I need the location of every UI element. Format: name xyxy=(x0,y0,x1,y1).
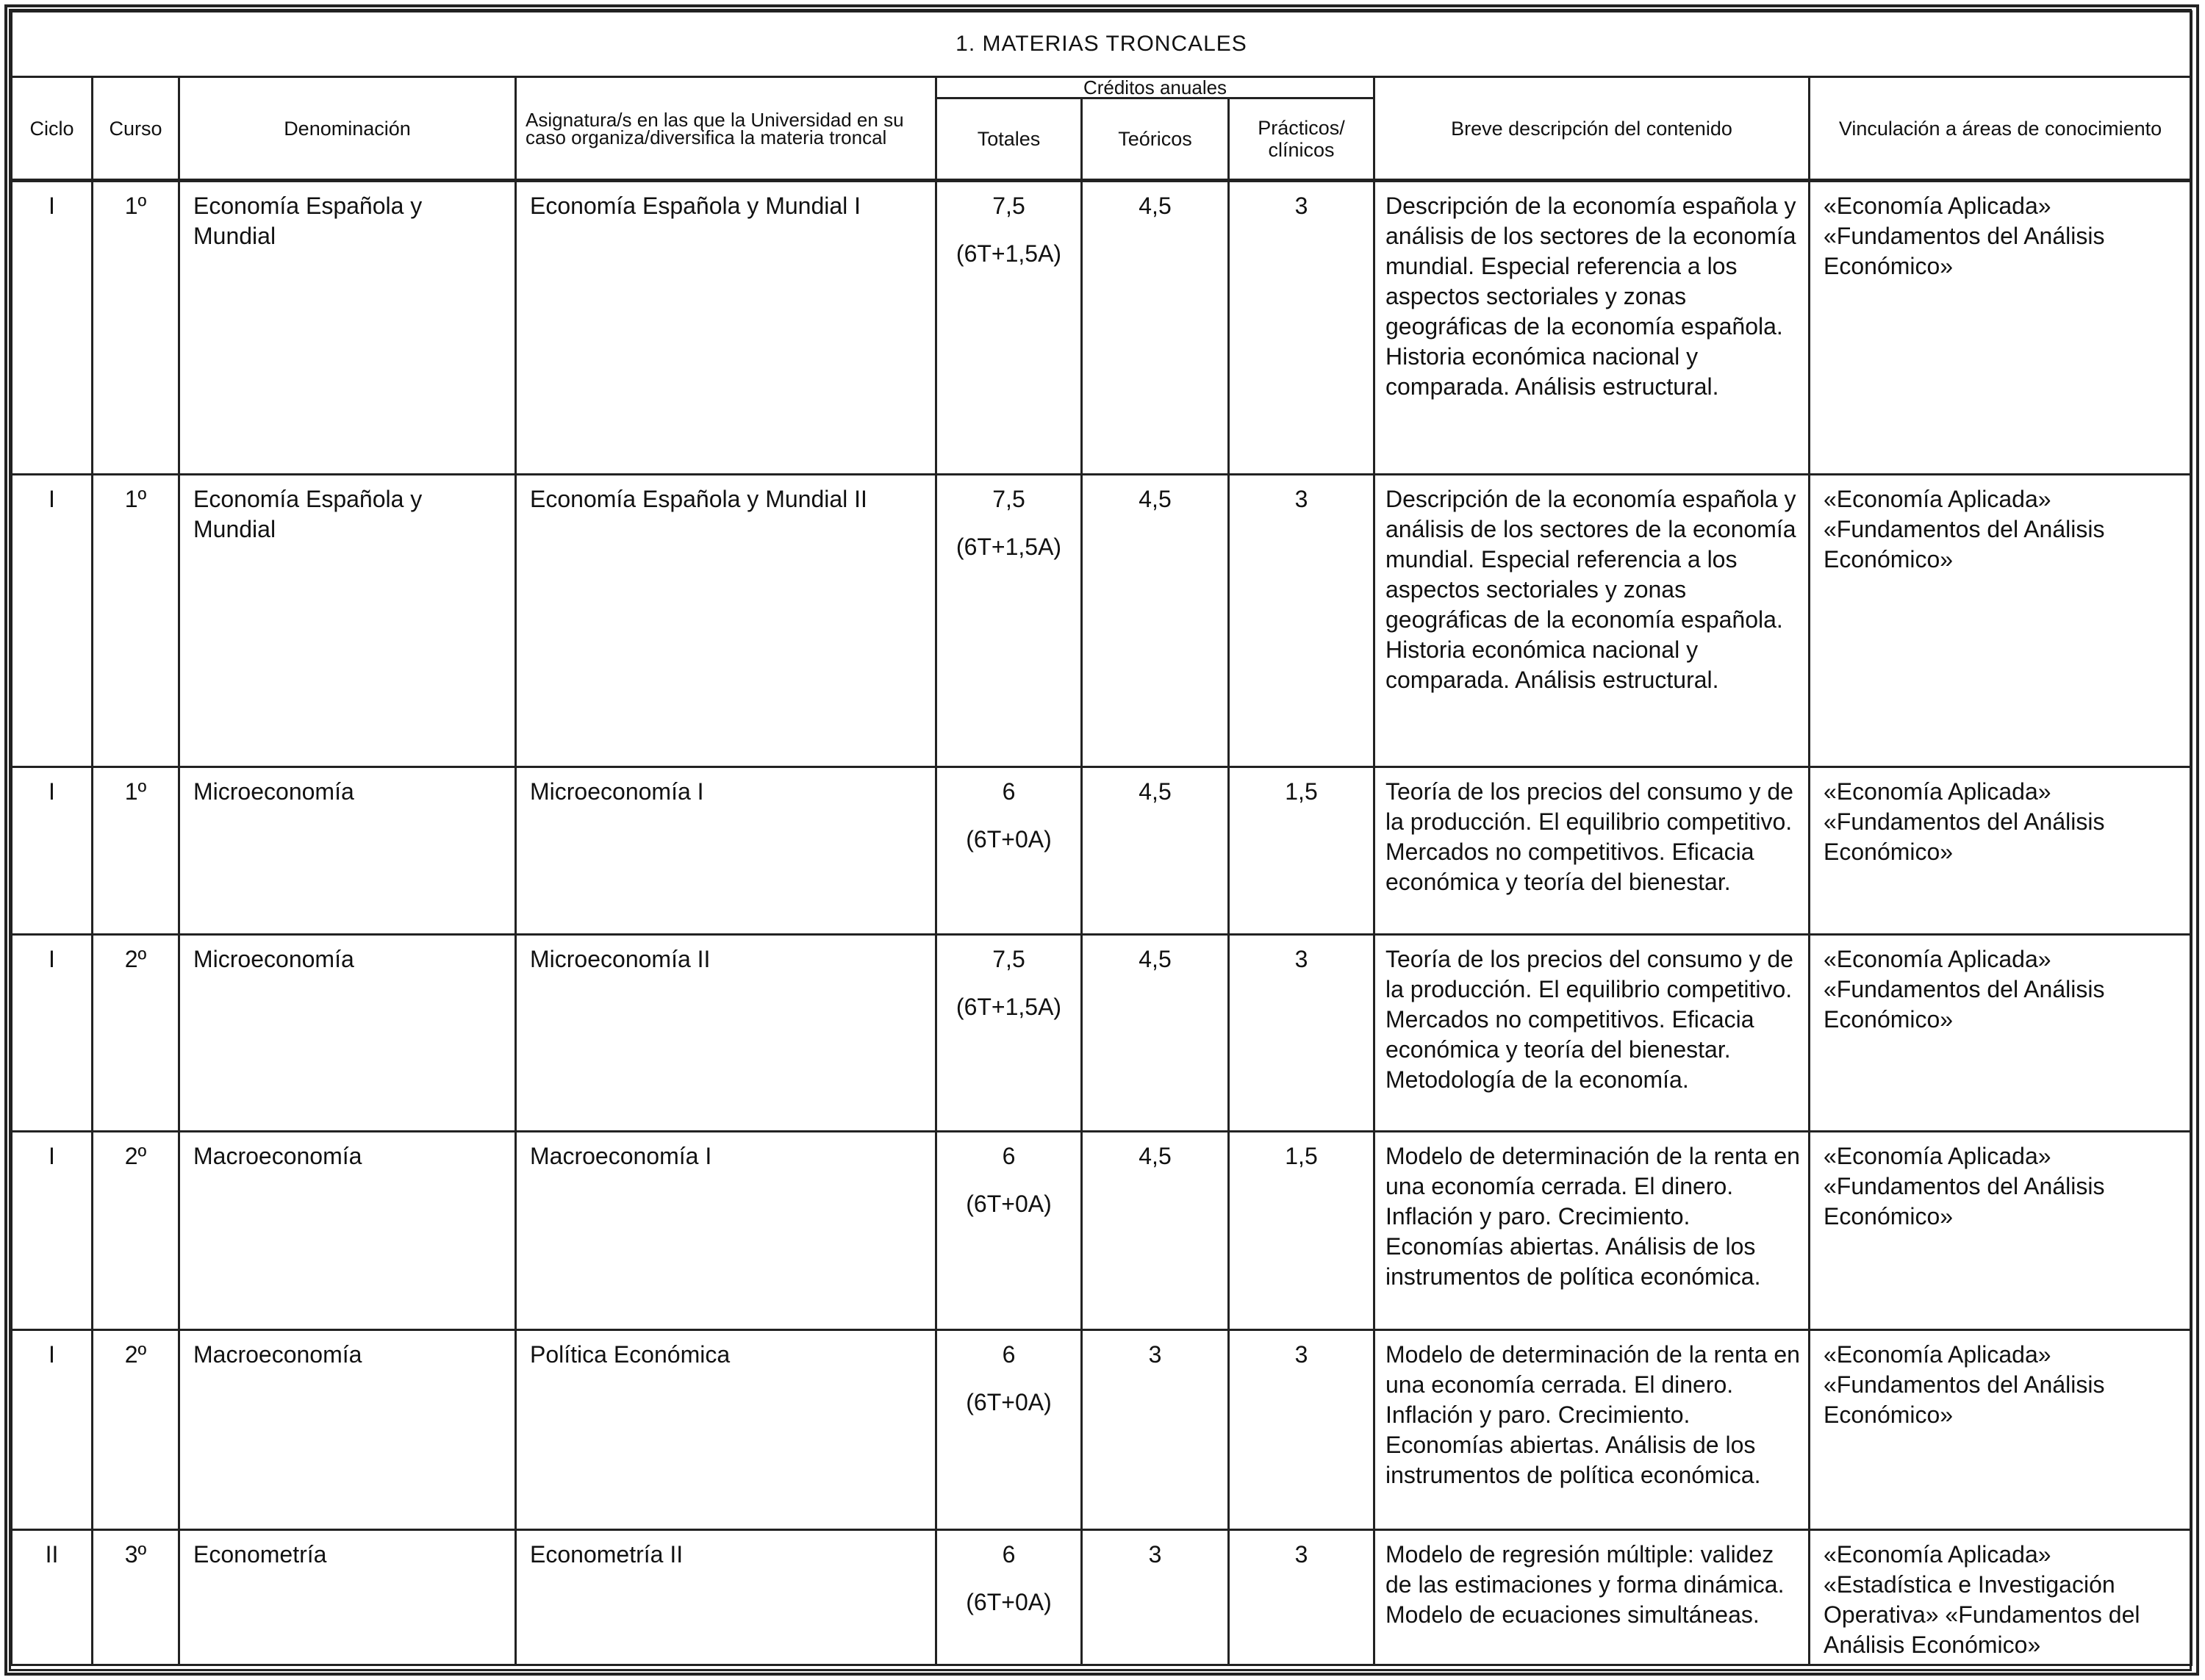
cell-descripcion: Descripción de la economía española y análisis de los sectores de la economía mundial. Especial referencia a los aspectos sectoriales y zonas geográficas de la economía española. Historia económica nacional y comparada. Análisis estructural. xyxy=(1374,475,1810,767)
cell-curso: 2º xyxy=(93,1132,179,1330)
area-item: «Fundamentos del Análisis Económico» xyxy=(1824,808,2105,865)
area-item: «Economía Aplicada» xyxy=(1824,486,2051,512)
cell-asignatura: Econometría II xyxy=(516,1530,936,1665)
header-descripcion: Breve descripción del contenido xyxy=(1374,77,1810,181)
totales-detail: (6T+1,5A) xyxy=(956,240,1062,267)
totales-value: 7,5 xyxy=(992,946,1025,972)
cell-totales xyxy=(936,1530,1082,1665)
area-item: «Economía Aplicada» xyxy=(1824,1143,2051,1169)
cell-denominacion: Econometría xyxy=(179,1530,516,1665)
area-item: «Economía Aplicada» xyxy=(1824,193,2051,219)
area-item: «Fundamentos del Análisis Económico» xyxy=(1824,976,2105,1033)
cell-curso: 1º xyxy=(93,181,179,475)
cell-descripcion: Modelo de determinación de la renta en una economía cerrada. El dinero. Inflación y paro. Crecimiento. Economías abiertas. Análisis de los instrumentos de política económica. xyxy=(1374,1330,1810,1530)
totales-value: 6 xyxy=(1002,778,1016,805)
cell-curso: 2º xyxy=(93,935,179,1132)
cell-ciclo: I xyxy=(12,935,93,1132)
area-item: «Fundamentos del Análisis Económico» xyxy=(1824,1371,2105,1428)
area-item: «Economía Aplicada» xyxy=(1824,1541,2051,1568)
cell-areas xyxy=(1810,181,2192,475)
cell-practicos: 3 xyxy=(1229,935,1374,1132)
cell-ciclo: I xyxy=(12,1330,93,1530)
area-item: «Fundamentos del Análisis Económico» xyxy=(1824,516,2105,572)
cell-totales xyxy=(936,767,1082,935)
cell-areas xyxy=(1810,935,2192,1132)
table-row xyxy=(12,475,2192,767)
header-asignatura: Asignatura/s en las que la Universidad en su caso organiza/diversifica la materia troncal xyxy=(516,77,936,181)
cell-ciclo: I xyxy=(12,1132,93,1330)
cell-areas xyxy=(1810,1330,2192,1530)
header-totales: Totales xyxy=(936,98,1082,181)
cell-teoricos: 4,5 xyxy=(1082,935,1229,1132)
cell-denominacion: Microeconomía xyxy=(179,767,516,935)
cell-practicos: 1,5 xyxy=(1229,767,1374,935)
cell-asignatura: Microeconomía I xyxy=(516,767,936,935)
cell-ciclo: I xyxy=(12,475,93,767)
totales-value: 6 xyxy=(1002,1341,1016,1368)
table-row xyxy=(12,181,2192,475)
totales-detail: (6T+0A) xyxy=(966,1191,1052,1217)
cell-practicos: 3 xyxy=(1229,1530,1374,1665)
cell-totales xyxy=(936,1132,1082,1330)
cell-descripcion: Modelo de regresión múltiple: validez de las estimaciones y forma dinámica. Modelo de ecuaciones simultáneas. xyxy=(1374,1530,1810,1665)
cell-descripcion: Modelo de determinación de la renta en una economía cerrada. El dinero. Inflación y paro. Crecimiento. Economías abiertas. Análisis de los instrumentos de política económica. xyxy=(1374,1132,1810,1330)
cell-practicos: 3 xyxy=(1229,1330,1374,1530)
table-row xyxy=(12,1330,2192,1530)
cell-curso: 2º xyxy=(93,1330,179,1530)
cell-areas xyxy=(1810,1530,2192,1665)
cell-practicos: 3 xyxy=(1229,475,1374,767)
totales-value: 7,5 xyxy=(992,193,1025,219)
header-curso: Curso xyxy=(93,77,179,181)
cell-totales xyxy=(936,475,1082,767)
cell-denominacion: Macroeconomía xyxy=(179,1132,516,1330)
table-row xyxy=(12,1132,2192,1330)
cell-areas xyxy=(1810,475,2192,767)
table-title: 1. MATERIAS TRONCALES xyxy=(12,12,2192,77)
area-item: «Fundamentos del Análisis Económico» xyxy=(1824,223,2105,279)
cell-areas xyxy=(1810,1132,2192,1330)
area-item: «Estadística e Investigación Operativa» «Fundamentos del Análisis Económico» xyxy=(1824,1571,2140,1658)
header-teoricos: Teóricos xyxy=(1082,98,1229,181)
cell-teoricos: 4,5 xyxy=(1082,1132,1229,1330)
cell-ciclo: II xyxy=(12,1530,93,1665)
area-item: «Economía Aplicada» xyxy=(1824,946,2051,972)
table-row xyxy=(12,935,2192,1132)
area-item: «Economía Aplicada» xyxy=(1824,778,2051,805)
cell-teoricos: 4,5 xyxy=(1082,475,1229,767)
header-ciclo: Ciclo xyxy=(12,77,93,181)
troncales-table xyxy=(10,10,2193,1666)
header-denominacion: Denominación xyxy=(179,77,516,181)
cell-ciclo: I xyxy=(12,181,93,475)
cell-asignatura: Política Económica xyxy=(516,1330,936,1530)
cell-descripcion: Descripción de la economía española y análisis de los sectores de la economía mundial. Especial referencia a los aspectos sectoriales y zonas geográficas de la economía española. Historia económica nacional y comparada. Análisis estructural. xyxy=(1374,181,1810,475)
totales-detail: (6T+1,5A) xyxy=(956,994,1062,1020)
cell-curso: 3º xyxy=(93,1530,179,1665)
totales-value: 6 xyxy=(1002,1541,1016,1568)
cell-ciclo: I xyxy=(12,767,93,935)
cell-teoricos: 3 xyxy=(1082,1530,1229,1665)
area-item: «Economía Aplicada» xyxy=(1824,1341,2051,1368)
totales-value: 6 xyxy=(1002,1143,1016,1169)
cell-totales xyxy=(936,1330,1082,1530)
cell-practicos: 3 xyxy=(1229,181,1374,475)
area-item: «Fundamentos del Análisis Económico» xyxy=(1824,1173,2105,1230)
cell-descripcion: Teoría de los precios del consumo y de la producción. El equilibrio competitivo. Mercados no competitivos. Eficacia económica y teoría del bienestar. Metodología de la economía. xyxy=(1374,935,1810,1132)
cell-practicos: 1,5 xyxy=(1229,1132,1374,1330)
cell-denominacion: Microeconomía xyxy=(179,935,516,1132)
cell-asignatura: Economía Española y Mundial I xyxy=(516,181,936,475)
cell-teoricos: 4,5 xyxy=(1082,181,1229,475)
totales-detail: (6T+0A) xyxy=(966,1589,1052,1615)
cell-teoricos: 4,5 xyxy=(1082,767,1229,935)
totales-value: 7,5 xyxy=(992,486,1025,512)
cell-totales xyxy=(936,181,1082,475)
cell-areas xyxy=(1810,767,2192,935)
header-practicos: Prácticos/ clínicos xyxy=(1229,98,1374,181)
cell-denominacion: Macroeconomía xyxy=(179,1330,516,1530)
cell-asignatura: Microeconomía II xyxy=(516,935,936,1132)
cell-asignatura: Economía Española y Mundial II xyxy=(516,475,936,767)
cell-teoricos: 3 xyxy=(1082,1330,1229,1530)
cell-curso: 1º xyxy=(93,475,179,767)
cell-denominacion: Economía Española y Mundial xyxy=(179,181,516,475)
totales-detail: (6T+0A) xyxy=(966,826,1052,852)
totales-detail: (6T+0A) xyxy=(966,1389,1052,1415)
cell-totales xyxy=(936,935,1082,1132)
table-row xyxy=(12,767,2192,935)
cell-curso: 1º xyxy=(93,767,179,935)
header-creditos: Créditos anuales xyxy=(936,77,1374,98)
cell-descripcion: Teoría de los precios del consumo y de la producción. El equilibrio competitivo. Mercados no competitivos. Eficacia económica y teoría del bienestar. xyxy=(1374,767,1810,935)
cell-denominacion: Economía Española y Mundial xyxy=(179,475,516,767)
table-row xyxy=(12,1530,2192,1665)
totales-detail: (6T+1,5A) xyxy=(956,534,1062,560)
header-vinculacion: Vinculación a áreas de conocimiento xyxy=(1810,77,2192,181)
cell-asignatura: Macroeconomía I xyxy=(516,1132,936,1330)
